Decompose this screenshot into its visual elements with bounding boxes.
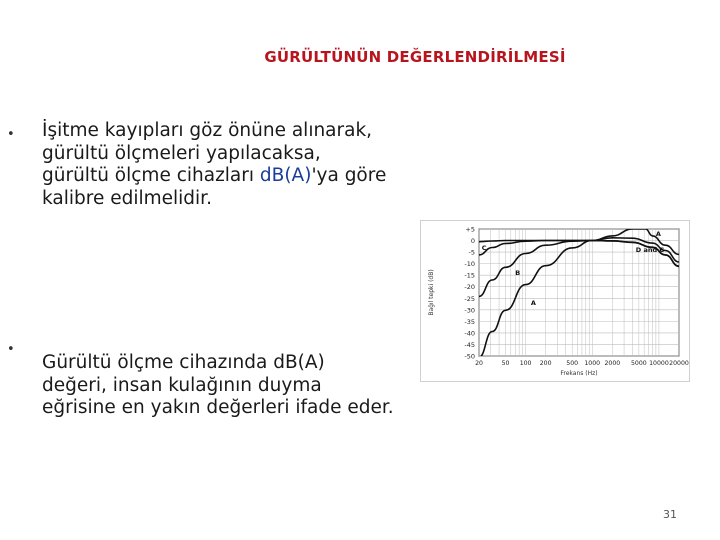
curve-label: C	[481, 243, 487, 252]
y-tick-label: -45	[464, 340, 475, 349]
y-tick-label: -25	[464, 294, 475, 303]
bullet-2-line-1: Gürültü ölçme cihazında dB(A)	[42, 352, 325, 373]
x-tick-label: 200	[539, 360, 552, 367]
x-tick-label: 1000	[584, 360, 601, 367]
y-tick-label: -20	[464, 283, 475, 292]
y-tick-label: -30	[464, 306, 475, 315]
page-number: 31	[663, 508, 677, 521]
bullet-1-line-4: kalibre edilmelidir.	[42, 187, 212, 209]
curve-label: D and C	[635, 246, 665, 255]
curve-label: A	[655, 229, 661, 238]
y-tick-label: +5	[465, 225, 475, 234]
bullet-1-line-3	[42, 165, 386, 188]
bullet-1	[42, 120, 386, 210]
y-tick-label: -50	[464, 352, 475, 361]
x-tick-label: 100	[519, 360, 532, 367]
y-tick-label: -10	[464, 260, 475, 269]
x-tick-label: 50	[501, 360, 510, 367]
weighting-curves-svg	[421, 221, 689, 381]
bullet-1-line-2: gürültü ölçmeleri yapılacaksa,	[42, 142, 321, 164]
bullet-2-line-3: eğrisine en yakın değerleri ifade eder.	[42, 397, 394, 418]
x-tick-label: 10000	[649, 360, 669, 367]
y-tick-label: -40	[464, 329, 475, 338]
bullet-2	[42, 352, 394, 420]
x-tick-label: 2000	[604, 360, 621, 367]
x-tick-label: 20	[475, 360, 483, 367]
y-tick-label: -15	[464, 271, 475, 280]
x-axis-label: Frekans (Hz)	[560, 370, 598, 377]
y-tick-label: -35	[464, 317, 475, 326]
x-tick-label: 5000	[630, 360, 647, 367]
bullet-1-line-3-post: 'ya göre	[311, 165, 387, 186]
page-title: GÜRÜLTÜNÜN DEĞERLENDİRİLMESİ	[264, 48, 566, 66]
y-axis-label: Bağıl tepki (dB)	[428, 269, 435, 316]
y-tick-label: -5	[468, 248, 475, 257]
dba-highlight: dB(A)	[259, 165, 312, 186]
bullet-1-line-3-pre: gürültü ölçme cihazları	[42, 165, 260, 186]
y-tick-label: 0	[470, 237, 475, 246]
curve-label: B	[515, 269, 521, 278]
bullet-2-line-2: değeri, insan kulağının duyma	[42, 374, 322, 396]
x-tick-label: 20000	[669, 360, 689, 367]
curve-label: A	[530, 299, 536, 308]
weighting-curves-chart	[420, 220, 690, 382]
bullet-1-line-1: İşitme kayıpları göz önüne alınarak,	[42, 120, 373, 141]
x-tick-label: 500	[566, 360, 579, 367]
bullet-marker: •	[7, 342, 15, 357]
bullet-marker: •	[7, 127, 15, 142]
